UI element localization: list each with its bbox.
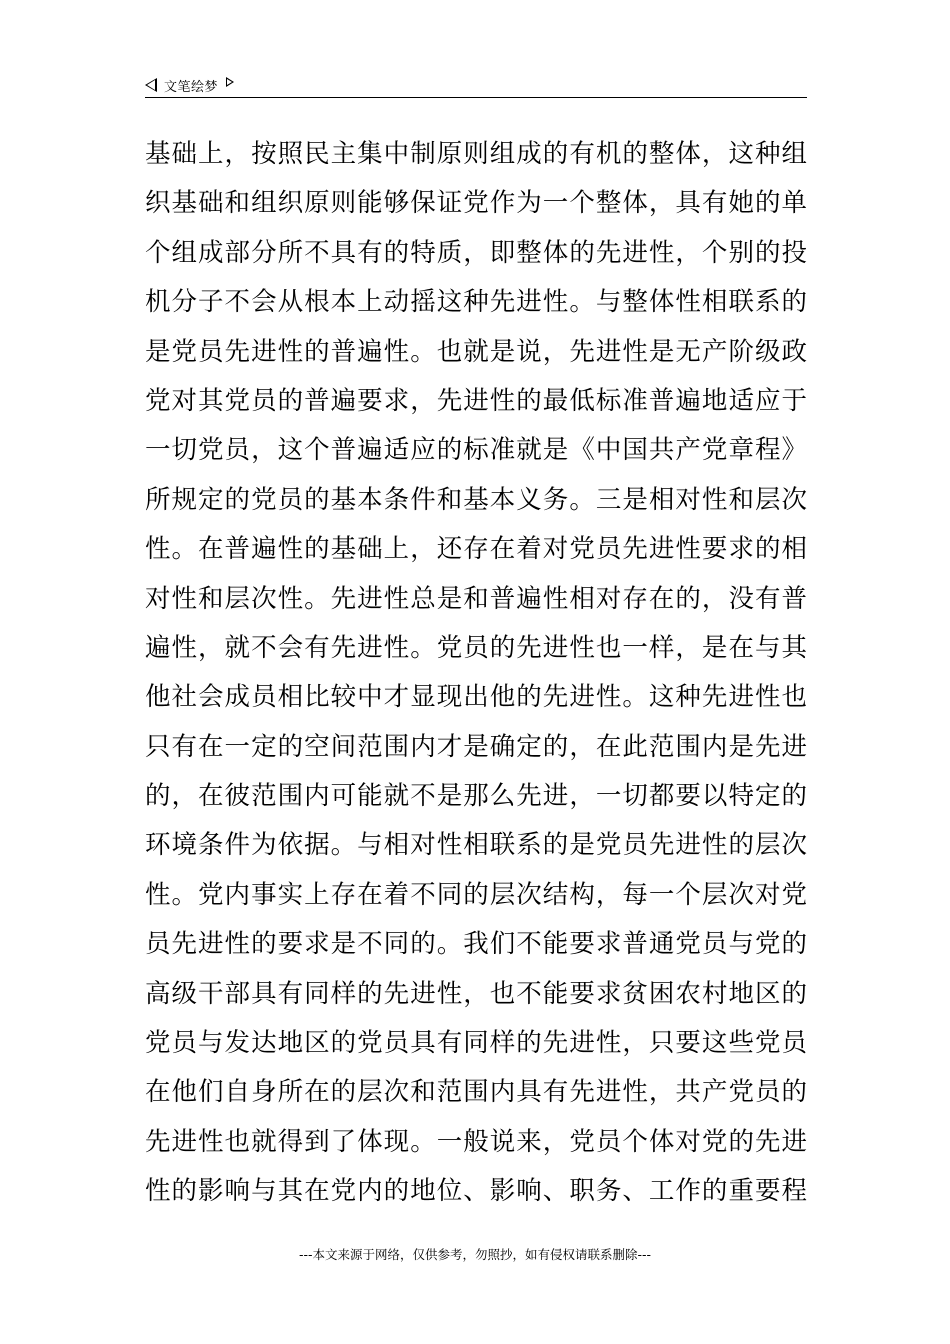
text-line: 所规定的党员的基本条件和基本义务。三是相对性和层次 [145, 484, 807, 515]
text-line: 性。党内事实上存在着不同的层次结构，每一个层次对党 [145, 879, 807, 910]
text-line: 的，在彼范围内可能就不是那么先进，一切都要以特定的 [145, 781, 807, 812]
text-line: 性的影响与其在党内的地位、影响、职务、工作的重要程 [145, 1176, 807, 1207]
text-line: 遍性，就不会有先进性。党员的先进性也一样，是在与其 [145, 632, 807, 663]
text-line: 是党员先进性的普遍性。也就是说，先进性是无产阶级政 [145, 336, 807, 367]
footer-disclaimer: ---本文来源于网络，仅供参考，勿照抄，如有侵权请联系删除--- [298, 1247, 652, 1262]
text-line: 一切党员，这个普遍适应的标准就是《中国共产党章程》 [145, 435, 807, 466]
text-line: 性。在普遍性的基础上，还存在着对党员先进性要求的相 [145, 534, 807, 565]
header-divider [145, 97, 807, 98]
header-brand-row [145, 74, 807, 96]
brand-name: 文笔绘梦 [164, 79, 219, 95]
text-line: 在他们自身所在的层次和范围内具有先进性，共产党员的 [145, 1077, 807, 1108]
text-line: 基础上，按照民主集中制原则组成的有机的整体，这种组 [145, 139, 807, 169]
text-line: 员先进性的要求是不同的。我们不能要求普通党员与党的 [145, 929, 807, 960]
text-line: 对性和层次性。先进性总是和普遍性相对存在的，没有普 [145, 583, 807, 614]
text-line: 织基础和组织原则能够保证党作为一个整体，具有她的单 [145, 188, 807, 219]
text-line: 党对其党员的普遍要求，先进性的最低标准普遍地适应于 [145, 385, 807, 416]
page-header [145, 74, 807, 98]
text-line: 机分子不会从根本上动摇这种先进性。与整体性相联系的 [145, 287, 807, 318]
triangle-left-icon [145, 78, 157, 92]
body-text [145, 130, 807, 1217]
text-line: 高级干部具有同样的先进性，也不能要求贫困农村地区的 [145, 978, 807, 1009]
text-line: 他社会成员相比较中才显现出他的先进性。这种先进性也 [145, 682, 807, 713]
triangle-right-icon [226, 77, 234, 87]
text-line: 先进性也就得到了体现。一般说来，党员个体对党的先进 [145, 1126, 807, 1157]
text-line: 个组成部分所不具有的特质，即整体的先进性，个别的投 [145, 237, 807, 268]
text-line: 环境条件为依据。与相对性相联系的是党员先进性的层次 [145, 830, 807, 861]
text-line: 党员与发达地区的党员具有同样的先进性，只要这些党员 [145, 1028, 807, 1059]
text-line: 只有在一定的空间范围内才是确定的，在此范围内是先进 [145, 731, 807, 762]
